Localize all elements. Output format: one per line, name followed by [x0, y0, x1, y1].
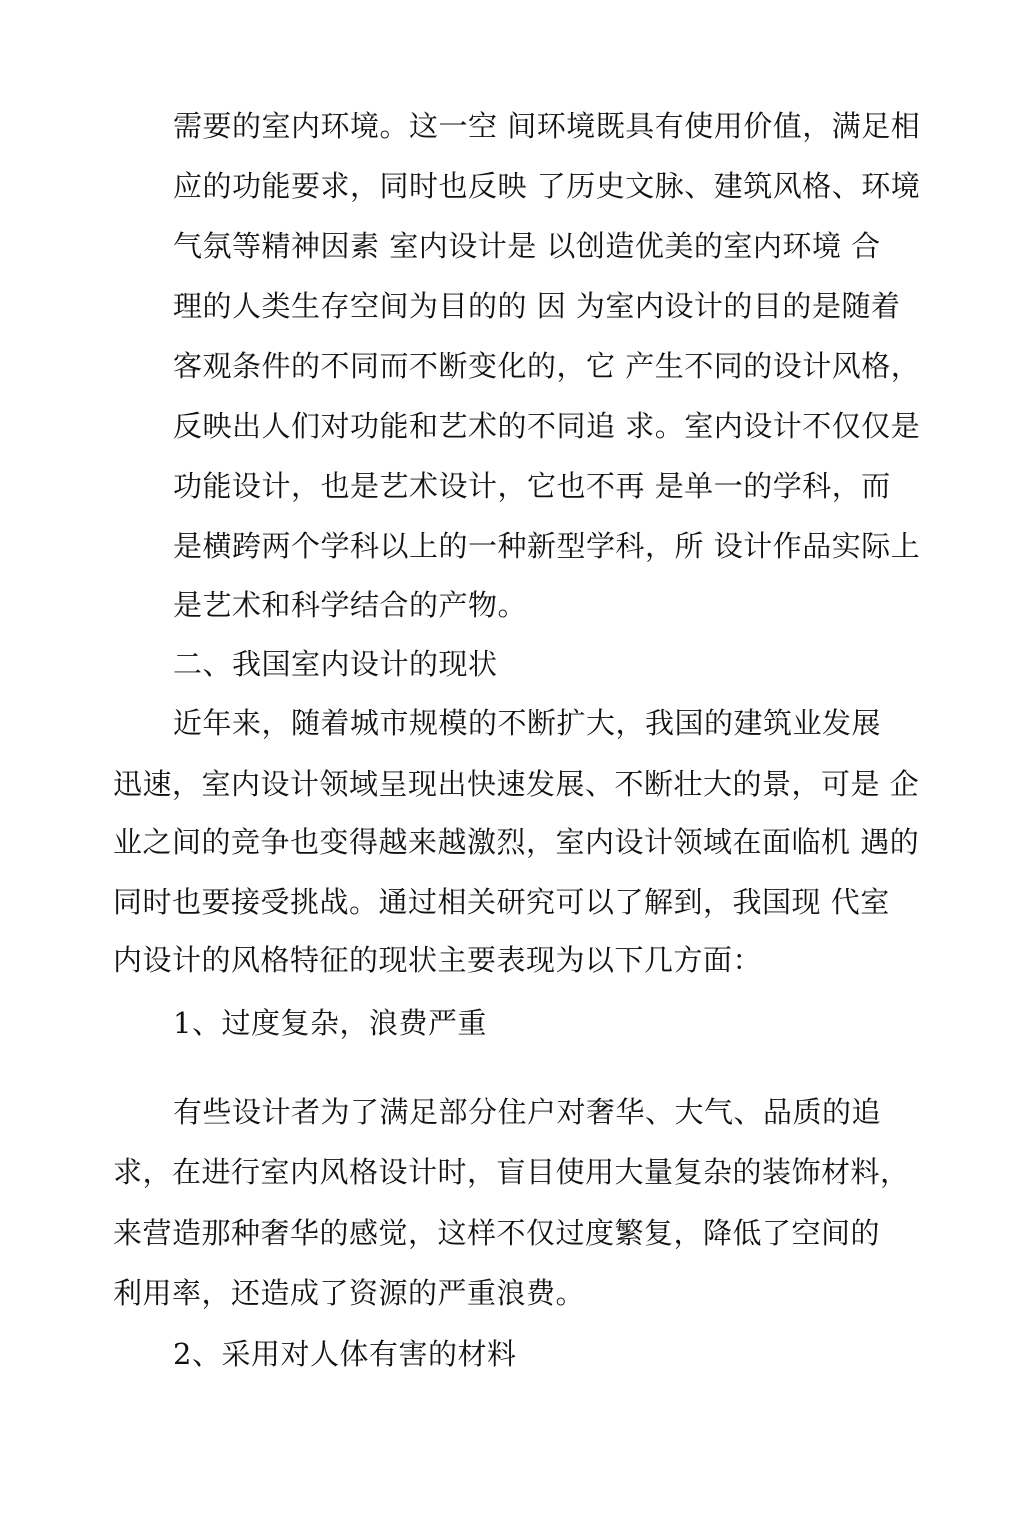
text-line: 反映出人们对功能和艺术的不同追 求。室内设计不仅仅是: [173, 409, 921, 443]
text-line: 应的功能要求，同时也反映 了历史文脉、建筑风格、环境: [173, 169, 921, 203]
text-line: 客观条件的不同而不断变化的，它 产生不同的设计风格，: [173, 349, 921, 383]
subsection-heading: 2、采用对人体有害的材料: [173, 1337, 517, 1371]
section-heading: 二、我国室内设计的现状: [173, 647, 498, 681]
text-line: 同时也要接受挑战。通过相关研究可以了解到，我国现 代室: [113, 885, 890, 919]
text-line: 功能设计，也是艺术设计，它也不再 是单一的学科，而: [173, 469, 891, 503]
text-line: 是横跨两个学科以上的一种新型学科，所 设计作品实际上: [173, 529, 921, 563]
text-line: 需要的室内环境。这一空 间环境既具有使用价值，满足相: [173, 109, 921, 143]
text-line: 近年来，随着城市规模的不断扩大，我国的建筑业发展: [173, 706, 882, 740]
text-line: 是艺术和科学结合的产物。: [173, 588, 528, 622]
text-line: 气氛等精神因素 室内设计是 以创造优美的室内环境 合: [173, 229, 881, 263]
subsection-heading: 1、过度复杂，浪费严重: [173, 1006, 487, 1040]
text-line: 求，在进行室内风格设计时，盲目使用大量复杂的装饰材料，: [113, 1155, 910, 1189]
text-line: 来营造那种奢华的感觉，这样不仅过度繁复，降低了空间的: [113, 1216, 881, 1250]
text-line: 内设计的风格特征的现状主要表现为以下几方面：: [113, 943, 763, 977]
text-line: 有些设计者为了满足部分住户对奢华、大气、品质的追: [173, 1095, 882, 1129]
text-line: 利用率，还造成了资源的严重浪费。: [113, 1276, 586, 1310]
text-line: 迅速，室内设计领域呈现出快速发展、不断壮大的景，可是 企: [113, 767, 920, 801]
text-line: 理的人类生存空间为目的的 因 为室内设计的目的是随着: [173, 289, 901, 323]
text-line: 业之间的竞争也变得越来越激烈，室内设计领域在面临机 遇的: [113, 825, 920, 859]
